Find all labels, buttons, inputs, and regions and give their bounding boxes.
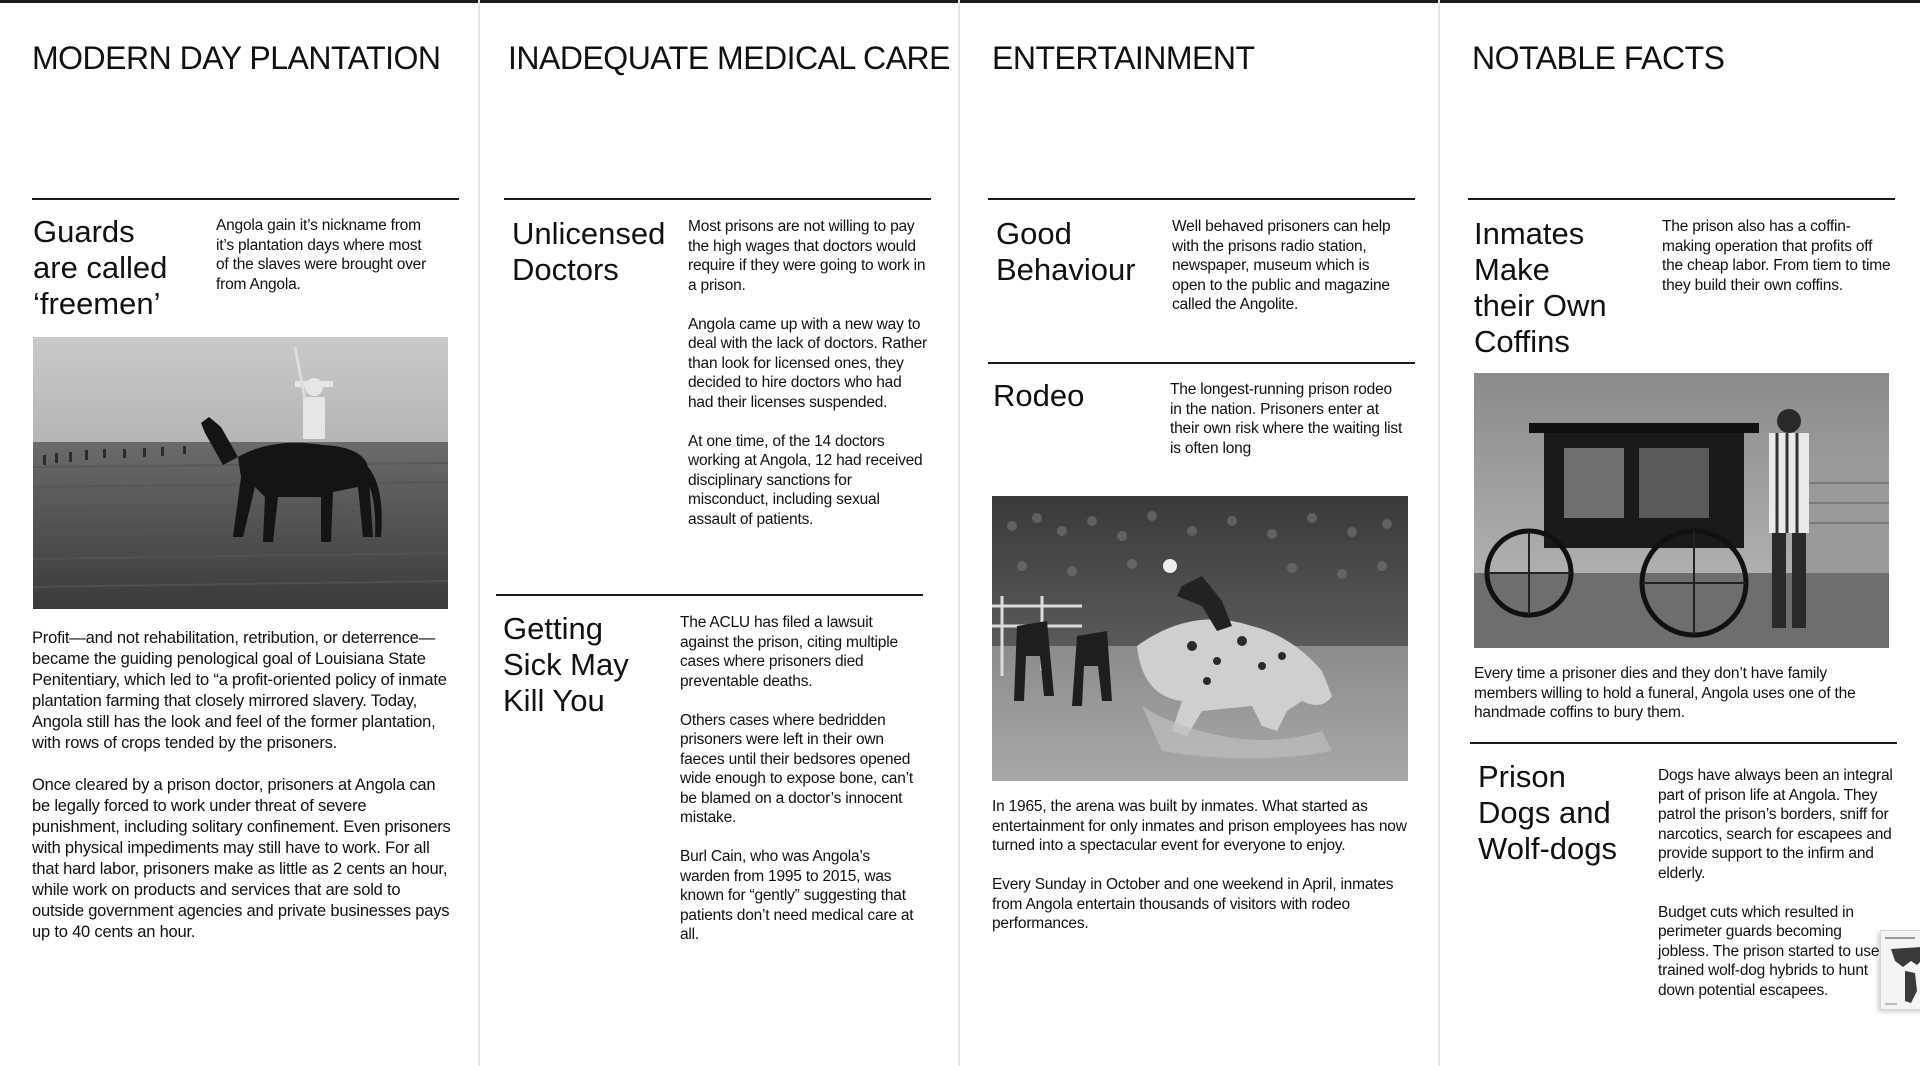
section-rule	[988, 362, 1415, 364]
paragraph: Burl Cain, who was Angola’s warden from 1995 to 2015, was known for “gently” suggesting that patients don’t need medical care at all.	[680, 848, 914, 943]
column-divider	[478, 0, 480, 1066]
column-title: ENTERTAINMENT	[992, 40, 1255, 76]
paragraph: At one time, of the 14 doctors working at Angola, 12 had received disciplinary sanctions for misconduct, including sexual assault of patients.	[688, 432, 923, 528]
column-title: NOTABLE FACTS	[1472, 40, 1725, 76]
section-rule	[1468, 198, 1895, 200]
plantation-long-text	[32, 628, 452, 964]
column-divider	[958, 0, 960, 1066]
coffins-long-text	[1474, 664, 1894, 744]
paragraph: Angola came up with a new way to deal with the lack of doctors. Rather than look for licensed ones, they decided to hire doctors who had had their licenses suspended.	[688, 315, 928, 411]
section-title-prison-dogs: Prison Dogs and Wolf-dogs	[1478, 759, 1617, 866]
paragraph: Budget cuts which resulted in perimeter guards becoming jobless. The prison started to use trained wolf-dog hybrids to hunt down potential escapees.	[1658, 903, 1880, 999]
column-divider	[1438, 0, 1440, 1066]
paragraph: Others cases where bedridden prisoners were left in their own faeces until their bedsores opened wide enough to expose bone, can’t be blamed on a doctor’s innocent mistake.	[680, 711, 913, 826]
column-title: MODERN DAY PLANTATION	[32, 40, 441, 76]
hearse-carriage-photo	[1474, 373, 1889, 648]
rodeo-long-text	[992, 797, 1407, 955]
section-title-rodeo: Rodeo	[993, 378, 1085, 413]
paragraph: In 1965, the arena was built by inmates. What started as entertainment for only inmates and prison employees has now turned into a spectacular event for everyone to enjoy.	[992, 798, 1407, 854]
section-body-prison-dogs	[1658, 766, 1894, 1020]
paragraph: Profit—and not rehabilitation, retribution, or deterrence—became the guiding penological goal of Louisiana State Penitentiary, which led to “a profit-oriented policy of inmate plantation farming that closely mirrored slavery. Today, Angola still has the look and feel of the former plantation, with rows of crops tended by the prisoners.	[32, 629, 447, 752]
paragraph: The longest-running prison rodeo in the nation. Prisoners enter at their own risk where the waiting list is often long	[1170, 381, 1403, 457]
section-rule	[1470, 742, 1897, 744]
section-title-coffins: Inmates Make their Own Coffins	[1474, 216, 1607, 359]
paragraph: Every Sunday in October and one weekend in April, inmates from Angola entertain thousands of visitors with rodeo performances.	[992, 876, 1394, 932]
paragraph: The ACLU has filed a lawsuit against the prison, citing multiple cases where prisoners died preventable deaths.	[680, 614, 898, 690]
paragraph: Dogs have always been an integral part of prison life at Angola. They patrol the prison’s borders, sniff for narcotics, search for escapees and provide support to the infirm and elderly.	[1658, 767, 1893, 882]
paragraph: Well behaved prisoners can help with the prisons radio station, newspaper, museum which is open to the public and magazine called the Angolite.	[1172, 218, 1391, 313]
paragraph: The prison also has a coffin-making operation that profits off the cheap labor. From tiem to time they build their own coffins.	[1662, 218, 1891, 294]
section-body-guards	[216, 216, 438, 314]
column-title: INADEQUATE MEDICAL CARE	[508, 40, 950, 76]
section-title-guards: Guards are called ‘freemen’	[33, 214, 168, 321]
rodeo-bull-rider-photo	[992, 496, 1408, 781]
paragraph: Most prisons are not willing to pay the high wages that doctors would require if they were going to work in a prison.	[688, 218, 926, 294]
section-title-getting-sick: Getting Sick May Kill You	[503, 611, 629, 718]
section-rule	[496, 594, 923, 596]
map-thumbnail-icon[interactable]	[1880, 930, 1920, 1010]
section-rule	[32, 198, 459, 200]
horseback-guard-field-photo	[33, 337, 448, 609]
paragraph: Every time a prisoner dies and they don’t have family members willing to hold a funeral, Angola uses one of the handmade coffins to bury them.	[1474, 665, 1856, 721]
section-title-good-behaviour: Good Behaviour	[996, 216, 1136, 287]
paragraph: Once cleared by a prison doctor, prisoners at Angola can be legally forced to work under threat of severe punishment, including solitary confinement. Even prisoners with physical impediments may still have to work. For all that hard labor, prisoners make as little as 2 cents an hour, while work on products and services that are sold to outside government agencies and private businesses pays up to 40 cents an hour.	[32, 776, 451, 941]
section-body-getting-sick	[680, 613, 920, 964]
section-body-unlicensed-doctors	[688, 217, 928, 549]
section-body-good-behaviour	[1172, 217, 1402, 334]
section-rule	[504, 198, 931, 200]
section-title-unlicensed-doctors: Unlicensed Doctors	[512, 216, 666, 287]
paragraph: Angola gain it’s nickname from it’s plantation days where most of the slaves were brought over from Angola.	[216, 217, 427, 293]
section-body-rodeo	[1170, 380, 1405, 478]
section-body-coffins	[1662, 217, 1892, 315]
top-border	[0, 0, 1920, 3]
section-rule	[988, 198, 1415, 200]
